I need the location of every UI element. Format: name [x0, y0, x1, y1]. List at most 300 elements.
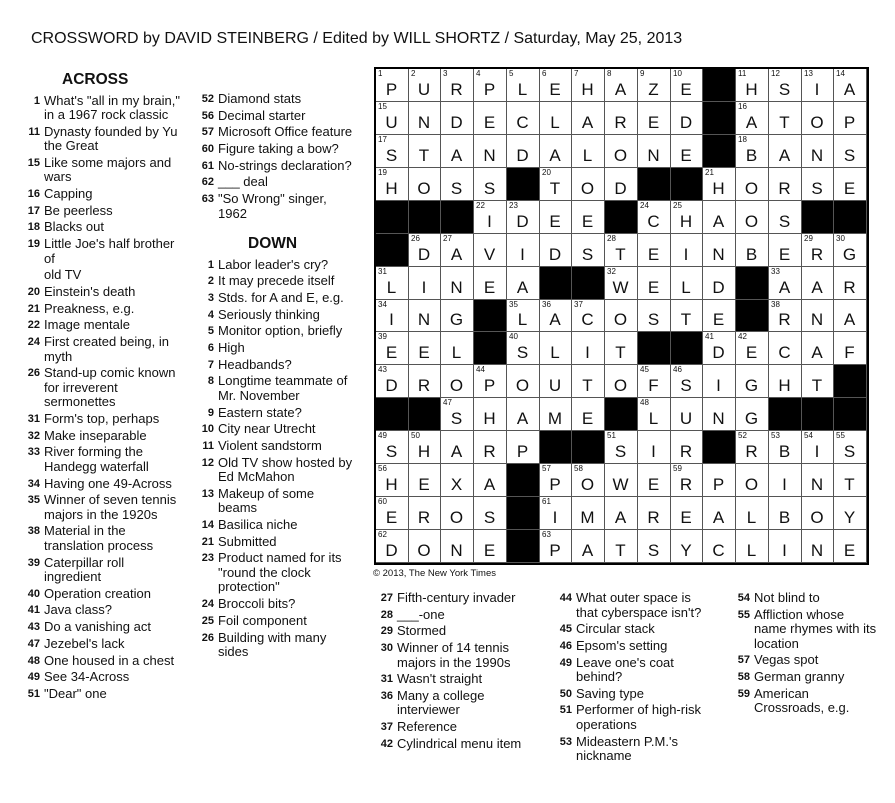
grid-cell[interactable] — [376, 300, 409, 332]
cell-letter: A — [516, 409, 530, 428]
grid-cell[interactable] — [376, 168, 409, 201]
grid-cell[interactable] — [802, 332, 834, 365]
grid-cell[interactable] — [769, 168, 802, 201]
cell-letter: N — [647, 146, 661, 165]
grid-cell[interactable] — [605, 168, 638, 201]
grid-cell[interactable] — [802, 267, 834, 300]
grid-cell[interactable] — [638, 201, 671, 234]
clue[interactable] — [20, 556, 180, 585]
clue[interactable] — [20, 637, 180, 652]
black-square — [671, 168, 703, 201]
grid-cell[interactable] — [605, 300, 638, 332]
grid-cell[interactable] — [638, 267, 671, 300]
down-header: DOWN — [248, 235, 298, 253]
grid-cell[interactable] — [572, 365, 605, 398]
clue[interactable] — [194, 406, 354, 421]
cell-number: 7 — [574, 69, 579, 78]
clue[interactable] — [194, 192, 354, 221]
grid-cell[interactable] — [769, 332, 802, 365]
clue[interactable] — [730, 687, 880, 716]
black-square — [605, 201, 638, 234]
grid-cell[interactable] — [474, 201, 507, 234]
grid-cell[interactable] — [474, 530, 507, 563]
grid-cell[interactable] — [540, 69, 572, 102]
grid-cell[interactable] — [671, 300, 703, 332]
grid-cell[interactable] — [605, 464, 638, 497]
clue[interactable] — [552, 639, 712, 654]
grid-cell[interactable] — [802, 530, 834, 563]
clue[interactable] — [730, 591, 880, 606]
grid-cell[interactable] — [703, 300, 736, 332]
grid-cell[interactable] — [736, 464, 769, 497]
cell-letter: O — [580, 475, 596, 494]
grid-cell[interactable] — [572, 332, 605, 365]
grid-cell[interactable] — [376, 497, 409, 530]
clue[interactable] — [20, 366, 180, 410]
clue[interactable] — [194, 358, 354, 373]
cell-number: 62 — [378, 530, 387, 539]
grid-cell[interactable] — [409, 332, 441, 365]
clue[interactable] — [20, 587, 180, 602]
grid-cell[interactable] — [671, 102, 703, 135]
grid-cell[interactable] — [834, 102, 867, 135]
clue-text: Performer of high-risk operations — [576, 702, 701, 732]
grid-cell[interactable] — [769, 497, 802, 530]
grid-cell[interactable] — [441, 234, 474, 267]
cell-letter: O — [417, 179, 432, 198]
grid-cell[interactable] — [605, 497, 638, 530]
grid-cell[interactable] — [736, 234, 769, 267]
grid-cell[interactable] — [441, 168, 474, 201]
crossword-grid[interactable] — [374, 67, 869, 565]
grid-cell[interactable] — [638, 365, 671, 398]
grid-cell[interactable] — [703, 234, 736, 267]
grid-cell[interactable] — [540, 464, 572, 497]
grid-cell[interactable] — [703, 332, 736, 365]
grid-cell[interactable] — [834, 497, 867, 530]
grid-cell[interactable] — [409, 102, 441, 135]
grid-cell[interactable] — [540, 530, 572, 563]
clue[interactable] — [373, 624, 533, 639]
clue[interactable] — [730, 653, 880, 668]
grid-cell[interactable] — [507, 69, 540, 102]
grid-cell[interactable] — [769, 135, 802, 168]
clue[interactable] — [194, 175, 354, 190]
grid-cell[interactable] — [703, 530, 736, 563]
grid-cell[interactable] — [540, 365, 572, 398]
grid-cell[interactable] — [572, 168, 605, 201]
grid-cell[interactable] — [376, 431, 409, 464]
grid-cell[interactable] — [638, 497, 671, 530]
clue[interactable] — [20, 187, 180, 202]
grid-cell[interactable] — [409, 365, 441, 398]
grid-cell[interactable] — [376, 69, 409, 102]
clue[interactable] — [194, 109, 354, 124]
grid-cell[interactable] — [769, 102, 802, 135]
grid-cell[interactable] — [507, 201, 540, 234]
cell-letter: R — [614, 113, 628, 132]
grid-cell[interactable] — [540, 102, 572, 135]
grid-cell[interactable] — [572, 464, 605, 497]
grid-cell[interactable] — [540, 234, 572, 267]
grid-cell[interactable] — [441, 332, 474, 365]
grid-cell[interactable] — [802, 300, 834, 332]
grid-cell[interactable] — [507, 300, 540, 332]
clue[interactable] — [194, 374, 354, 403]
grid-cell[interactable] — [540, 300, 572, 332]
cell-letter: E — [418, 475, 431, 494]
grid-cell[interactable] — [769, 234, 802, 267]
grid-cell[interactable] — [605, 69, 638, 102]
grid-cell[interactable] — [441, 497, 474, 530]
grid-cell[interactable] — [572, 530, 605, 563]
grid-cell[interactable] — [409, 135, 441, 168]
grid-cell[interactable] — [769, 201, 802, 234]
grid-cell[interactable] — [376, 267, 409, 300]
clue[interactable] — [194, 518, 354, 533]
clue[interactable] — [194, 614, 354, 629]
grid-cell[interactable] — [376, 530, 409, 563]
grid-cell[interactable] — [605, 135, 638, 168]
clue[interactable] — [552, 703, 712, 732]
clue[interactable] — [373, 720, 533, 735]
grid-cell[interactable] — [474, 234, 507, 267]
grid-cell[interactable] — [769, 365, 802, 398]
cell-number: 19 — [378, 168, 387, 177]
grid-cell[interactable] — [802, 365, 834, 398]
grid-cell[interactable] — [671, 530, 703, 563]
cell-letter: U — [385, 113, 399, 132]
grid-cell[interactable] — [474, 464, 507, 497]
grid-cell[interactable] — [802, 69, 834, 102]
grid-cell[interactable] — [802, 497, 834, 530]
black-square — [441, 201, 474, 234]
clue[interactable] — [20, 603, 180, 618]
cell-letter: O — [449, 508, 465, 527]
clue[interactable] — [194, 142, 354, 157]
clue[interactable] — [730, 670, 880, 685]
clue[interactable] — [194, 535, 354, 550]
grid-cell[interactable] — [638, 69, 671, 102]
clue[interactable] — [20, 156, 180, 185]
grid-cell[interactable] — [474, 69, 507, 102]
clue[interactable] — [194, 422, 354, 437]
clue[interactable] — [20, 477, 180, 492]
grid-cell[interactable] — [409, 464, 441, 497]
cell-letter: G — [842, 245, 858, 264]
grid-cell[interactable] — [605, 365, 638, 398]
grid-cell[interactable] — [605, 332, 638, 365]
grid-cell[interactable] — [671, 201, 703, 234]
grid-cell[interactable] — [638, 530, 671, 563]
clue[interactable] — [552, 622, 712, 637]
clue[interactable] — [20, 285, 180, 300]
clue[interactable] — [194, 456, 354, 485]
grid-cell[interactable] — [769, 431, 802, 464]
cell-letter: P — [516, 442, 530, 461]
clue[interactable] — [730, 608, 880, 652]
grid-cell[interactable] — [769, 267, 802, 300]
cell-letter: I — [716, 376, 722, 395]
cell-number: 25 — [673, 201, 682, 210]
grid-cell[interactable] — [572, 69, 605, 102]
clue[interactable] — [20, 493, 180, 522]
grid-cell[interactable] — [769, 69, 802, 102]
grid-cell[interactable] — [703, 365, 736, 398]
clue[interactable] — [194, 159, 354, 174]
grid-cell[interactable] — [802, 135, 834, 168]
clue[interactable] — [20, 302, 180, 317]
clue[interactable] — [194, 125, 354, 140]
clue[interactable] — [20, 220, 180, 235]
grid-cell[interactable] — [802, 168, 834, 201]
clue[interactable] — [194, 274, 354, 289]
grid-cell[interactable] — [703, 267, 736, 300]
clue[interactable] — [552, 687, 712, 702]
clue[interactable] — [552, 591, 712, 620]
grid-cell[interactable] — [736, 431, 769, 464]
grid-cell[interactable] — [638, 102, 671, 135]
grid-cell[interactable] — [409, 69, 441, 102]
grid-cell[interactable] — [671, 398, 703, 431]
grid-cell[interactable] — [671, 365, 703, 398]
grid-cell[interactable] — [409, 431, 441, 464]
grid-cell[interactable] — [671, 464, 703, 497]
grid-cell[interactable] — [441, 102, 474, 135]
clue[interactable] — [20, 204, 180, 219]
grid-cell[interactable] — [605, 267, 638, 300]
cell-letter: O — [744, 475, 760, 494]
grid-cell[interactable] — [474, 431, 507, 464]
grid-cell[interactable] — [540, 168, 572, 201]
grid-cell[interactable] — [769, 300, 802, 332]
clue[interactable] — [194, 439, 354, 454]
grid-cell[interactable] — [507, 398, 540, 431]
grid-cell[interactable] — [409, 267, 441, 300]
cell-letter: N — [810, 310, 825, 329]
grid-cell[interactable] — [540, 398, 572, 431]
grid-cell[interactable] — [441, 431, 474, 464]
grid-cell[interactable] — [736, 530, 769, 563]
grid-cell[interactable] — [572, 102, 605, 135]
grid-cell[interactable] — [540, 332, 572, 365]
grid-cell[interactable] — [441, 530, 474, 563]
grid-cell[interactable] — [802, 234, 834, 267]
grid-cell[interactable] — [474, 168, 507, 201]
grid-cell[interactable] — [703, 201, 736, 234]
clue-number: 1 — [207, 258, 214, 271]
clue[interactable] — [194, 631, 354, 660]
grid-cell[interactable] — [441, 135, 474, 168]
grid-cell[interactable] — [671, 431, 703, 464]
grid-cell[interactable] — [507, 431, 540, 464]
grid-cell[interactable] — [507, 234, 540, 267]
grid-cell[interactable] — [409, 530, 441, 563]
cell-letter: P — [483, 376, 497, 395]
grid-cell[interactable] — [736, 398, 769, 431]
grid-cell[interactable] — [736, 135, 769, 168]
grid-cell[interactable] — [605, 530, 638, 563]
clue-text: Java class? — [44, 602, 112, 618]
clue[interactable] — [373, 641, 533, 670]
clue[interactable] — [194, 487, 354, 516]
grid-cell[interactable] — [703, 398, 736, 431]
grid-cell[interactable] — [703, 464, 736, 497]
grid-cell[interactable] — [834, 135, 867, 168]
grid-cell[interactable] — [605, 102, 638, 135]
grid-cell[interactable] — [638, 300, 671, 332]
clue[interactable] — [194, 92, 354, 107]
grid-cell[interactable] — [703, 497, 736, 530]
grid-cell[interactable] — [834, 267, 867, 300]
grid-cell[interactable] — [376, 464, 409, 497]
grid-cell[interactable] — [474, 102, 507, 135]
clue[interactable] — [20, 412, 180, 427]
grid-cell[interactable] — [474, 398, 507, 431]
grid-cell[interactable] — [834, 464, 867, 497]
clue[interactable] — [552, 656, 712, 685]
grid-cell[interactable] — [769, 464, 802, 497]
clue[interactable] — [373, 672, 533, 687]
grid-cell[interactable] — [474, 135, 507, 168]
grid-cell[interactable] — [671, 497, 703, 530]
clue-text: Saving type — [576, 685, 644, 701]
grid-cell[interactable] — [671, 135, 703, 168]
grid-cell[interactable] — [572, 497, 605, 530]
grid-cell[interactable] — [671, 234, 703, 267]
clue[interactable] — [20, 687, 180, 702]
cell-number: 56 — [378, 464, 387, 473]
clue[interactable] — [552, 735, 712, 764]
grid-cell[interactable] — [540, 135, 572, 168]
grid-cell[interactable] — [736, 365, 769, 398]
grid-cell[interactable] — [409, 497, 441, 530]
grid-cell[interactable] — [736, 497, 769, 530]
clue[interactable] — [194, 341, 354, 356]
grid-cell[interactable] — [507, 267, 540, 300]
grid-cell[interactable] — [736, 332, 769, 365]
grid-cell[interactable] — [834, 168, 867, 201]
clue[interactable] — [20, 335, 180, 364]
clue[interactable] — [373, 591, 533, 606]
grid-cell[interactable] — [736, 102, 769, 135]
clue[interactable] — [194, 308, 354, 323]
grid-cell[interactable] — [671, 69, 703, 102]
grid-cell[interactable] — [638, 464, 671, 497]
grid-cell[interactable] — [441, 267, 474, 300]
grid-cell[interactable] — [638, 234, 671, 267]
clue[interactable] — [373, 737, 533, 752]
clue[interactable] — [373, 689, 533, 718]
grid-cell[interactable] — [572, 234, 605, 267]
grid-cell[interactable] — [802, 431, 834, 464]
clue-text: Many a college interviewer — [397, 687, 485, 718]
clue[interactable] — [194, 551, 354, 595]
clue[interactable] — [20, 620, 180, 635]
cell-letter: L — [746, 508, 758, 527]
grid-cell[interactable] — [409, 300, 441, 332]
grid-cell[interactable] — [572, 300, 605, 332]
grid-cell[interactable] — [834, 234, 867, 267]
clue[interactable] — [373, 608, 533, 623]
grid-cell[interactable] — [376, 332, 409, 365]
clue[interactable] — [20, 94, 180, 123]
grid-cell[interactable] — [638, 431, 671, 464]
clue[interactable] — [194, 258, 354, 273]
grid-cell[interactable] — [671, 267, 703, 300]
grid-cell[interactable] — [376, 102, 409, 135]
grid-cell[interactable] — [441, 300, 474, 332]
clue[interactable] — [20, 318, 180, 333]
grid-cell[interactable] — [376, 135, 409, 168]
cell-letter: R — [778, 179, 792, 198]
clue[interactable] — [20, 237, 180, 266]
grid-cell[interactable] — [409, 234, 441, 267]
grid-cell[interactable] — [834, 332, 867, 365]
grid-cell[interactable] — [802, 464, 834, 497]
grid-cell[interactable] — [572, 135, 605, 168]
grid-cell[interactable] — [736, 168, 769, 201]
clue[interactable] — [20, 654, 180, 669]
clue[interactable] — [20, 268, 180, 283]
grid-cell[interactable] — [605, 234, 638, 267]
grid-cell[interactable] — [441, 365, 474, 398]
grid-cell[interactable] — [540, 201, 572, 234]
grid-cell[interactable] — [474, 267, 507, 300]
grid-cell[interactable] — [638, 398, 671, 431]
grid-cell[interactable] — [834, 530, 867, 563]
clue[interactable] — [194, 291, 354, 306]
grid-cell[interactable] — [441, 69, 474, 102]
clue[interactable] — [194, 324, 354, 339]
clue[interactable] — [20, 125, 180, 154]
grid-cell[interactable] — [802, 102, 834, 135]
grid-cell[interactable] — [540, 497, 572, 530]
cell-letter: H — [385, 475, 399, 494]
clue[interactable] — [20, 445, 180, 474]
clue[interactable] — [194, 597, 354, 612]
cell-letter: P — [549, 475, 562, 494]
grid-cell[interactable] — [736, 201, 769, 234]
grid-cell[interactable] — [474, 497, 507, 530]
grid-cell[interactable] — [703, 168, 736, 201]
grid-cell[interactable] — [507, 332, 540, 365]
grid-cell[interactable] — [507, 102, 540, 135]
clue[interactable] — [20, 429, 180, 444]
grid-cell[interactable] — [638, 135, 671, 168]
grid-cell[interactable] — [572, 201, 605, 234]
grid-cell[interactable] — [572, 398, 605, 431]
clue[interactable] — [20, 524, 180, 553]
grid-cell[interactable] — [507, 365, 540, 398]
grid-cell[interactable] — [507, 135, 540, 168]
grid-cell[interactable] — [376, 365, 409, 398]
grid-cell[interactable] — [834, 300, 867, 332]
grid-cell[interactable] — [769, 530, 802, 563]
cell-letter: R — [483, 442, 497, 461]
grid-cell[interactable] — [736, 69, 769, 102]
grid-cell[interactable] — [441, 398, 474, 431]
cell-letter: C — [712, 541, 726, 560]
grid-cell[interactable] — [474, 365, 507, 398]
cell-letter: D — [614, 179, 628, 198]
grid-cell[interactable] — [605, 431, 638, 464]
clue[interactable] — [20, 670, 180, 685]
grid-cell[interactable] — [409, 168, 441, 201]
grid-cell[interactable] — [441, 464, 474, 497]
grid-cell[interactable] — [834, 431, 867, 464]
grid-cell[interactable] — [834, 69, 867, 102]
